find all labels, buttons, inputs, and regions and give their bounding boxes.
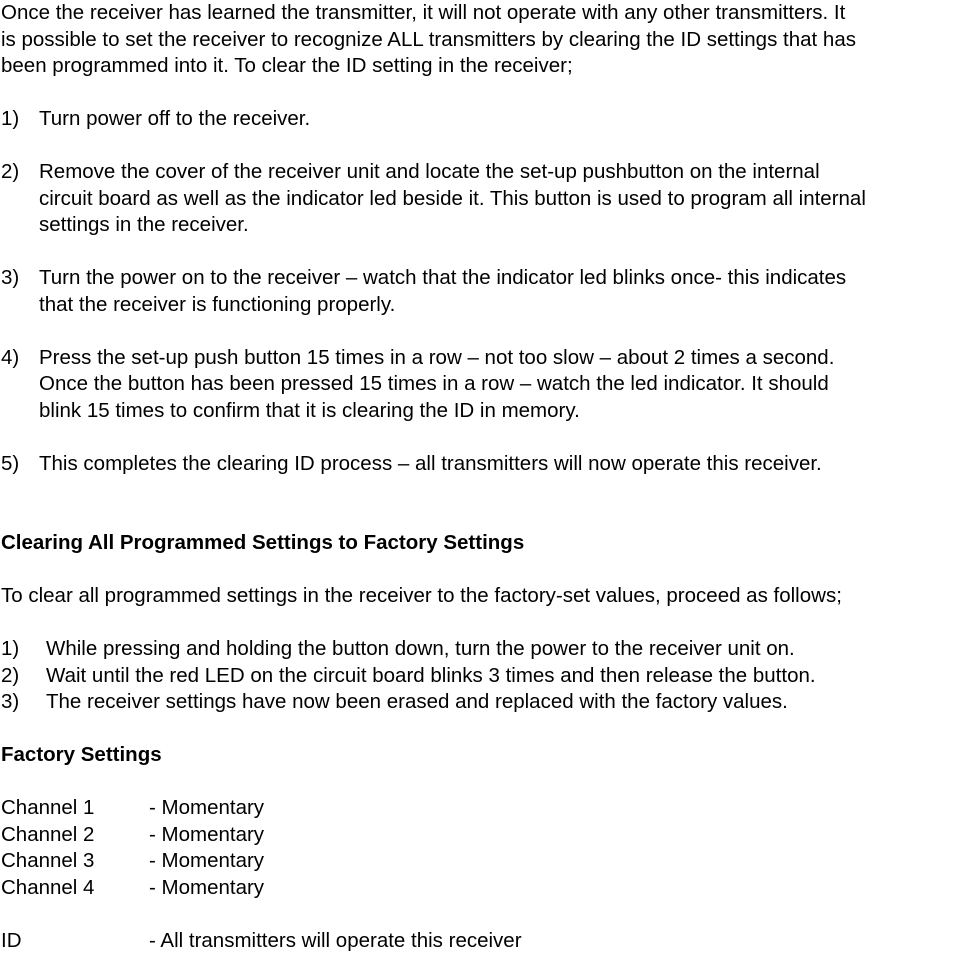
document-page: [1, 0, 973, 954]
channel-label: Channel 1: [1, 795, 149, 822]
step-text: Remove the cover of the receiver unit and locate the set-up pushbutton on the internal: [39, 159, 973, 186]
channel-setting-row: [1, 822, 973, 849]
step-number: 3): [1, 265, 19, 292]
channel-value: - Momentary: [149, 796, 264, 819]
channel-label: Channel 2: [1, 822, 149, 849]
clear-id-step-1: [1, 106, 973, 133]
clear-id-step-3: [1, 265, 973, 318]
step-number: 1): [1, 636, 19, 663]
factory-settings-heading: Factory Settings: [1, 742, 973, 769]
step-text: The receiver settings have now been erased and replaced with the factory values.: [46, 690, 788, 713]
step-text: Turn power off to the receiver.: [39, 106, 973, 133]
step-text: Press the set-up push button 15 times in a row – not too slow – about 2 times a second.: [39, 345, 973, 372]
step-number: 2): [1, 663, 19, 690]
step-text: settings in the receiver.: [39, 212, 973, 239]
factory-reset-step-3: [1, 689, 973, 716]
channel-value: - Momentary: [149, 823, 264, 846]
channel-setting-row: [1, 795, 973, 822]
clear-id-step-5: [1, 451, 973, 478]
step-text: While pressing and holding the button down, turn the power to the receiver unit on.: [46, 637, 795, 660]
intro-line: Once the receiver has learned the transmitter, it will not operate with any other transmitters. It: [1, 0, 973, 27]
factory-reset-step-2: [1, 663, 973, 690]
channel-setting-row: [1, 848, 973, 875]
step-text: This completes the clearing ID process – all transmitters will now operate this receiver.: [39, 451, 973, 478]
step-text: Once the button has been pressed 15 times in a row – watch the led indicator. It should: [39, 371, 973, 398]
step-text: that the receiver is functioning properly.: [39, 292, 973, 319]
channel-label: Channel 4: [1, 875, 149, 902]
factory-reset-heading: Clearing All Programmed Settings to Factory Settings: [1, 530, 973, 557]
channel-value: - Momentary: [149, 876, 264, 899]
clear-id-step-2: [1, 159, 973, 239]
step-number: 2): [1, 159, 19, 186]
factory-reset-intro: To clear all programmed settings in the receiver to the factory-set values, proceed as follows;: [1, 583, 973, 610]
intro-paragraph: [1, 0, 973, 80]
step-text: blink 15 times to confirm that it is clearing the ID in memory.: [39, 398, 973, 425]
clear-id-step-4: [1, 345, 973, 425]
intro-line: been programmed into it. To clear the ID setting in the receiver;: [1, 53, 973, 80]
step-text: Wait until the red LED on the circuit board blinks 3 times and then release the button.: [46, 664, 816, 687]
channel-label: Channel 3: [1, 848, 149, 875]
id-setting-row: [1, 928, 973, 954]
intro-line: is possible to set the receiver to recognize ALL transmitters by clearing the ID settings that has: [1, 27, 973, 54]
step-number: 3): [1, 689, 19, 716]
id-value: - All transmitters will operate this receiver: [149, 929, 522, 952]
step-number: 1): [1, 106, 19, 133]
step-text: Turn the power on to the receiver – watch that the indicator led blinks once- this indicates: [39, 265, 973, 292]
step-number: 5): [1, 451, 19, 478]
step-number: 4): [1, 345, 19, 372]
factory-reset-step-1: [1, 636, 973, 663]
step-text: circuit board as well as the indicator led beside it. This button is used to program all internal: [39, 186, 973, 213]
channel-setting-row: [1, 875, 973, 902]
channel-value: - Momentary: [149, 849, 264, 872]
id-label: ID: [1, 928, 149, 954]
